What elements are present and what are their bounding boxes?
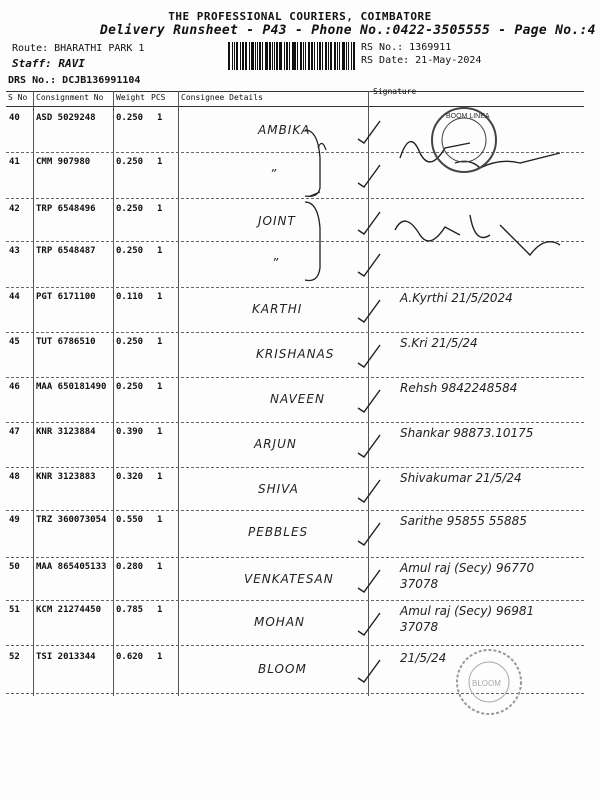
row-consignee-name: AMBIKA — [258, 123, 311, 137]
row-consignee-name: VENKATESAN — [244, 572, 334, 586]
row-consignment-no: MAA 650181490 — [36, 382, 107, 392]
row-consignee-name: KARTHI — [252, 302, 303, 316]
rs-date: RS Date: 21-May-2024 — [361, 55, 482, 66]
row-pcs: 1 — [157, 605, 163, 615]
seal-bottom-text: BLOOM — [472, 679, 501, 688]
col-header-signature: Signature — [373, 87, 417, 96]
row-consignment-no: TRP 6548496 — [36, 204, 96, 214]
tick-mark — [354, 341, 384, 371]
row-separator — [6, 557, 584, 558]
row-pcs: 1 — [157, 427, 163, 437]
row-weight: 0.250 — [116, 382, 144, 392]
row-sno: 51 — [9, 605, 20, 615]
row-consignment-no: ASD 5029248 — [36, 113, 96, 123]
row-pcs: 1 — [157, 204, 163, 214]
row-consignment-no: KCM 21274450 — [36, 605, 102, 615]
row-sno: 42 — [9, 204, 20, 214]
row-consignee-name: ” — [272, 256, 280, 270]
col-header-consignee: Consignee Details — [181, 93, 263, 102]
row-consignment-no: KNR 3123884 — [36, 427, 96, 437]
runsheet-subtitle: Delivery Runsheet - P43 - Phone No.:0422-3505555 - Page No.:4 — [100, 23, 596, 38]
row-separator — [6, 198, 584, 199]
row-consignment-no: TUT 6786510 — [36, 337, 96, 347]
tick-mark — [354, 656, 384, 686]
row-separator — [6, 467, 584, 468]
row-pcs: 1 — [157, 472, 163, 482]
row-consignment-no: KNR 3123883 — [36, 472, 96, 482]
row-pcs: 1 — [157, 337, 163, 347]
col-header-weight: Weight — [116, 93, 145, 102]
row-weight: 0.250 — [116, 337, 144, 347]
tick-mark — [354, 386, 384, 416]
row-consignee-name: ARJUN — [254, 437, 297, 451]
row-sno: 41 — [9, 157, 20, 167]
tick-mark — [354, 609, 384, 639]
row-consignee-name: SHIVA — [258, 482, 299, 496]
row-sno: 50 — [9, 562, 20, 572]
row-sno: 48 — [9, 472, 20, 482]
row-consignee-name: ” — [270, 167, 278, 181]
rs-number: RS No.: 1369911 — [361, 42, 452, 53]
row-signature: Amul raj (Secy) 96981 37078 — [400, 604, 535, 634]
row-weight: 0.620 — [116, 652, 144, 662]
company-title: THE PROFESSIONAL COURIERS, COIMBATORE — [168, 10, 432, 23]
seal-top-text: BOOM LINEA — [446, 113, 490, 120]
tick-mark — [354, 519, 384, 549]
tick-mark — [354, 296, 384, 326]
col-header-pcs: PCS — [151, 93, 166, 102]
row-signature: S.Kri 21/5/24 — [400, 336, 478, 350]
row-consignment-no: TRP 6548487 — [36, 246, 96, 256]
row-signature: A.Kyrthi 21/5/2024 — [400, 291, 513, 305]
row-separator — [6, 287, 584, 288]
row-separator — [6, 600, 584, 601]
row-signature: Rehsh 9842248584 — [400, 381, 518, 395]
row-consignee-name: NAVEEN — [270, 392, 325, 406]
drs-number: DRS No.: DCJB136991104 — [8, 75, 141, 86]
row-weight: 0.785 — [116, 605, 144, 615]
round-seal-top — [424, 102, 514, 182]
row-signature: Shivakumar 21/5/24 — [400, 471, 522, 485]
row-weight: 0.280 — [116, 562, 144, 572]
row-weight: 0.110 — [116, 292, 144, 302]
row-pcs: 1 — [157, 113, 163, 123]
row-pcs: 1 — [157, 562, 163, 572]
row-signature: 21/5/24 — [400, 651, 447, 665]
barcode — [228, 42, 356, 70]
row-sno: 47 — [9, 427, 20, 437]
row-weight: 0.250 — [116, 204, 144, 214]
row-signature: Sarithe 95855 55885 — [400, 514, 527, 528]
row-sno: 52 — [9, 652, 20, 662]
row-consignee-name: JOINT — [258, 214, 296, 228]
row-consignee-name: KRISHANAS — [256, 347, 335, 361]
tick-mark — [354, 476, 384, 506]
route-label: Route: BHARATHI PARK 1 — [12, 43, 145, 54]
row-separator — [6, 510, 584, 511]
row-weight: 0.250 — [116, 157, 144, 167]
row-signature: Shankar 98873.10175 — [400, 426, 534, 440]
row-consignee-name: BLOOM — [258, 662, 307, 676]
row-consignment-no: MAA 865405133 — [36, 562, 107, 572]
row-consignment-no: TSI 2013344 — [36, 652, 96, 662]
row-pcs: 1 — [157, 652, 163, 662]
staff-label: Staff: RAVI — [12, 57, 85, 70]
row-signature: Amul raj (Secy) 96770 37078 — [400, 561, 535, 591]
row-sno: 43 — [9, 246, 20, 256]
row-sno: 49 — [9, 515, 20, 525]
row-consignment-no: TRZ 360073054 — [36, 515, 107, 525]
row-separator — [6, 332, 584, 333]
row-sno: 46 — [9, 382, 20, 392]
row-weight: 0.250 — [116, 246, 144, 256]
col-header-consignment: Consignment No — [36, 93, 104, 102]
header-top-rule — [6, 91, 584, 92]
pair-bracket-marks — [300, 118, 340, 298]
round-seal-bottom — [444, 640, 544, 730]
row-pcs: 1 — [157, 157, 163, 167]
row-consignment-no: PGT 6171100 — [36, 292, 96, 302]
row-pcs: 1 — [157, 292, 163, 302]
row-separator — [6, 422, 584, 423]
row-sno: 40 — [9, 113, 20, 123]
row-weight: 0.390 — [116, 427, 144, 437]
row-weight: 0.550 — [116, 515, 144, 525]
col-header-sno: S No — [8, 93, 28, 102]
row-weight: 0.320 — [116, 472, 144, 482]
tick-mark — [354, 431, 384, 461]
row-pcs: 1 — [157, 515, 163, 525]
row-consignee-name: MOHAN — [254, 615, 306, 629]
tick-mark — [354, 566, 384, 596]
row-sno: 45 — [9, 337, 20, 347]
row-separator — [6, 377, 584, 378]
row-consignee-name: PEBBLES — [248, 525, 309, 539]
row-consignment-no: CMM 907980 — [36, 157, 91, 167]
row-sno: 44 — [9, 292, 20, 302]
row-pcs: 1 — [157, 382, 163, 392]
row-weight: 0.250 — [116, 113, 144, 123]
row-pcs: 1 — [157, 246, 163, 256]
